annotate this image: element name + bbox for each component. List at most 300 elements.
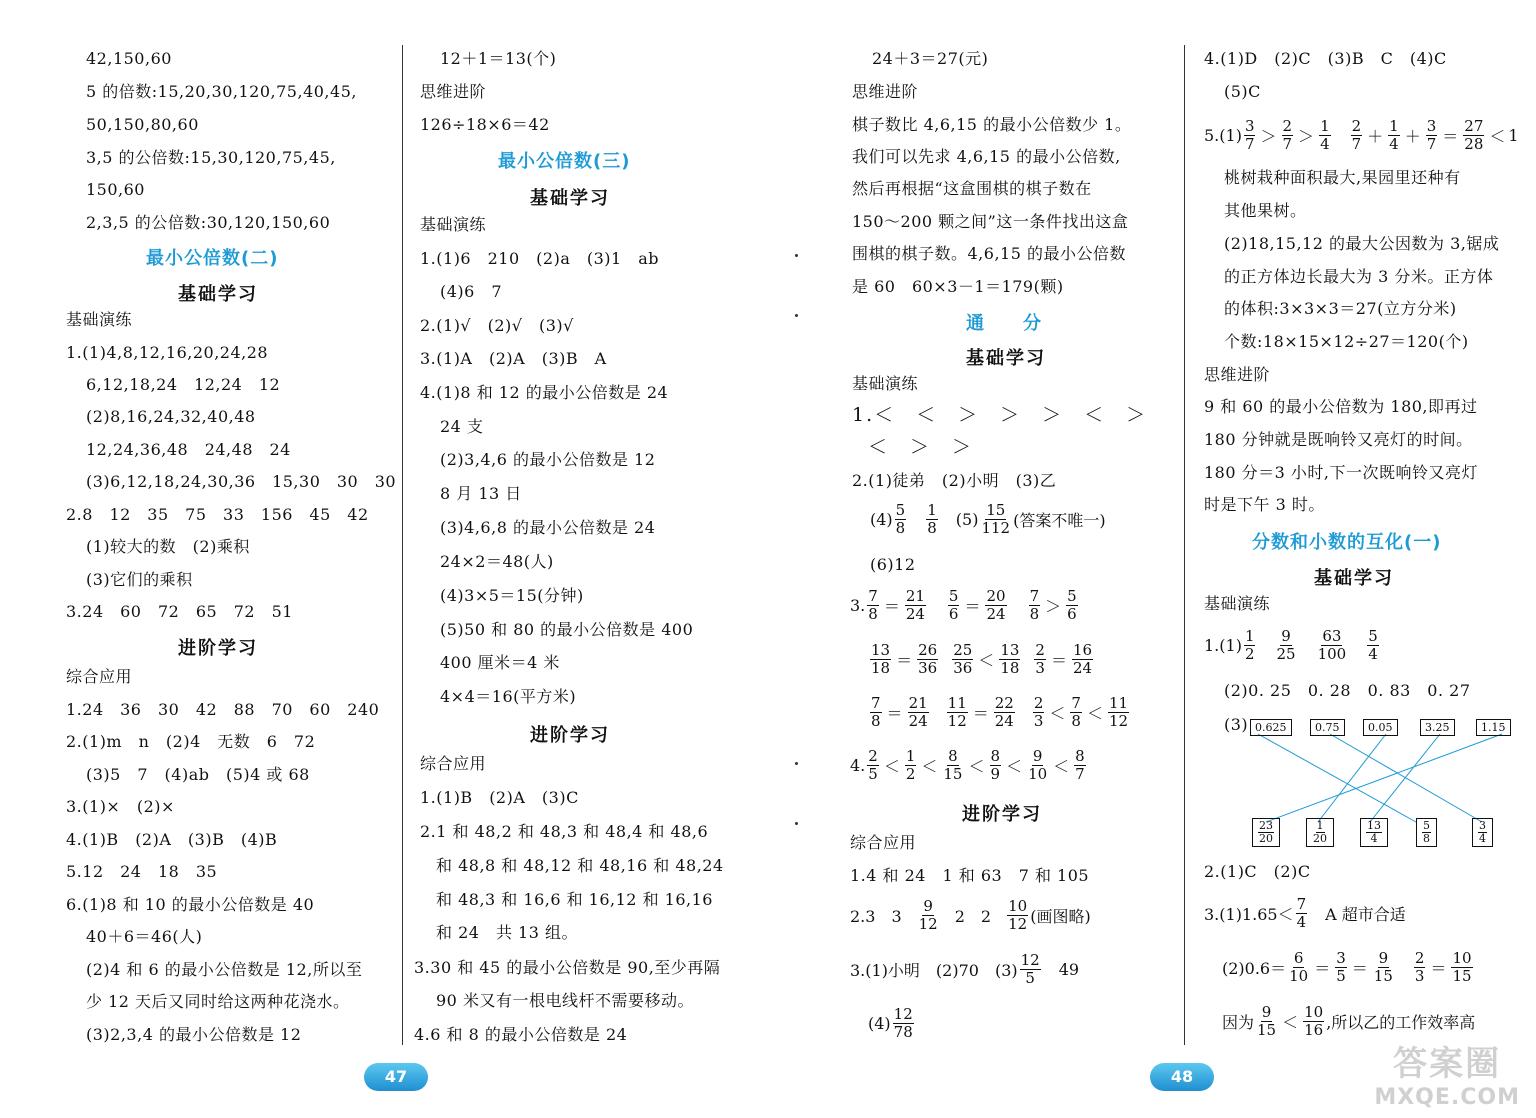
text-line: 基础演练	[66, 310, 133, 329]
numerator: 3	[1336, 949, 1346, 967]
denominator: 25	[1276, 645, 1296, 663]
denominator: 8	[871, 712, 881, 730]
text-line: 3.30 和 45 的最小公倍数是 90,至少再隔	[414, 958, 721, 977]
watermark-logo	[1374, 1036, 1520, 1110]
operator: ＜	[883, 757, 900, 776]
text-line: 综合应用	[66, 667, 133, 686]
denominator: 20	[1259, 832, 1273, 845]
denominator: 28	[1464, 135, 1484, 153]
fraction-line	[870, 502, 1106, 537]
text-line: 和 48,3 和 16,6 和 16,12 和 16,16	[436, 890, 713, 909]
fraction	[867, 748, 879, 783]
numerator: 1	[927, 501, 937, 519]
numerator: 8	[948, 747, 958, 765]
fraction	[1312, 820, 1328, 845]
text-line: 4.(1)D (2)C (3)B C (4)C	[1204, 49, 1447, 68]
text-line: (2)18,15,12 的最大公因数为 3,锯成	[1224, 234, 1500, 253]
denominator: 78	[893, 1023, 913, 1041]
text-line: (6)12	[870, 555, 916, 574]
fraction	[1033, 695, 1045, 730]
fraction	[1108, 695, 1129, 730]
fraction-line	[1204, 118, 1519, 153]
denominator: 4	[1296, 913, 1307, 931]
numerator: 2	[1414, 949, 1425, 967]
text-line: 6,12,18,24 12,24 12	[86, 375, 281, 394]
fraction	[870, 695, 882, 730]
fraction-line	[1204, 896, 1406, 931]
text-line: 400 厘米＝4 米	[440, 653, 560, 672]
numerator: 26	[918, 641, 938, 659]
numerator: 2	[1033, 694, 1044, 712]
denominator: 4	[1368, 645, 1378, 663]
fraction	[905, 588, 926, 623]
text-line: (5)C	[1224, 82, 1261, 101]
text-line: (4)6 7	[440, 282, 503, 301]
text-line: 的正方体边长最大为 3 分米。正方体	[1224, 267, 1494, 286]
fraction-line	[850, 748, 1088, 783]
text-line: 3.(1)A (2)A (3)B A	[420, 349, 607, 368]
numerator: 7	[1029, 587, 1040, 605]
fraction	[917, 642, 938, 677]
box-label: 1.15	[1476, 719, 1511, 736]
fraction	[1007, 898, 1028, 933]
numerator: 9	[923, 897, 933, 915]
text-line: 少 12 天后又同时给这两种花浇水。	[86, 992, 350, 1011]
text-line: 我们可以先求 4,6,15 的最小公倍数,	[852, 147, 1121, 166]
fraction	[1367, 628, 1379, 663]
text-line: 然后再根据“这盒围棋的棋子数在	[852, 179, 1092, 198]
fraction	[1426, 118, 1438, 153]
text-line: 2,3,5 的公倍数:30,120,150,60	[86, 213, 331, 232]
watermark-line1: 答案圈	[1393, 1044, 1502, 1084]
text-line: 基础演练	[1204, 594, 1271, 613]
text-line: 个数:18×15×12÷27＝120(个)	[1224, 332, 1469, 351]
box-label: 0.05	[1363, 719, 1398, 736]
fraction	[1066, 588, 1078, 623]
text-line: 思维进阶	[1204, 365, 1271, 384]
fraction	[1288, 950, 1309, 985]
text-line: 2.(1)√ (2)√ (3)√	[420, 316, 574, 335]
subsection-title: 基础学习	[530, 188, 610, 209]
fraction	[895, 502, 907, 537]
line-prefix: 3.(1)1.65＜	[1204, 905, 1294, 924]
section-title: 最小公倍数(三)	[498, 151, 631, 172]
text-line: 4.(1)B (2)A (3)B (4)B	[66, 830, 278, 849]
fraction	[905, 748, 917, 783]
denominator: 8	[895, 519, 906, 537]
denominator: 12	[918, 915, 938, 933]
fraction	[1029, 588, 1041, 623]
denominator: 16	[1304, 1021, 1324, 1039]
fraction	[1275, 628, 1296, 663]
denominator: 7	[1282, 135, 1293, 153]
text-line: (3)6,12,18,24,30,36 15,30 30 30	[86, 472, 397, 491]
box-fraction	[1472, 818, 1493, 847]
numerator: 11	[1108, 694, 1129, 712]
numerator: 6	[1293, 949, 1304, 967]
numerator: 7	[1071, 694, 1081, 712]
fraction	[980, 502, 1011, 537]
denominator: 15	[1452, 967, 1472, 985]
fraction	[1303, 1004, 1324, 1039]
denominator: 18	[1000, 659, 1020, 677]
denominator: 3	[1414, 967, 1425, 985]
numerator: 2	[868, 747, 878, 765]
numerator: 21	[908, 694, 928, 712]
operator: ＋	[1367, 127, 1384, 146]
fraction	[1034, 642, 1046, 677]
numerator: 15	[986, 501, 1006, 519]
fraction	[1463, 118, 1484, 153]
numerator: 5	[1368, 627, 1378, 645]
match-box-top	[1420, 716, 1455, 736]
fraction	[990, 748, 1002, 783]
operator: ＞	[1260, 127, 1277, 146]
line-prefix: (2)0.6＝	[1222, 959, 1287, 978]
fraction	[1027, 748, 1048, 783]
operator: ＝	[964, 597, 981, 616]
line-prefix: (5)	[955, 510, 979, 529]
note-text: (画图略)	[1030, 907, 1091, 926]
text-line: 150～200 颗之间”这一条件找出这盒	[852, 212, 1129, 231]
text-line: 24×2＝48(人)	[440, 552, 554, 571]
text-line: 1.＜ ＜ ＞ ＞ ＞ ＜ ＞	[852, 404, 1148, 426]
denominator: 8	[927, 519, 937, 537]
fraction	[1373, 950, 1394, 985]
text-line: 150,60	[86, 180, 145, 199]
numerator: 25	[953, 641, 973, 659]
line-prefix: 3.	[850, 596, 866, 615]
text-line: (3)5 7 (4)ab (5)4 或 68	[86, 765, 310, 784]
denominator: 24	[986, 605, 1006, 623]
numerator: 1	[905, 747, 916, 765]
text-line: 126÷18×6＝42	[420, 115, 550, 134]
text-line: 3.(1)× (2)×	[66, 797, 175, 816]
denominator: 112	[981, 519, 1011, 537]
numerator: 3	[1244, 117, 1255, 135]
section-title: 分数和小数的互化(一)	[1252, 532, 1442, 553]
operator: ＝	[1050, 651, 1067, 670]
text-line: 1.(1)6 210 (2)a (3)1 ab	[420, 249, 659, 268]
subsection-title: 进阶学习	[530, 725, 610, 746]
numerator: 12	[893, 1005, 913, 1023]
text-line: 2.(1)徒弟 (2)小明 (3)乙	[852, 471, 1057, 490]
match-line	[1258, 734, 1416, 822]
text-line: 桃树栽种面积最大,果园里还种有	[1224, 168, 1461, 187]
page-number-right: 48	[1150, 1063, 1214, 1091]
denominator: 6	[1067, 605, 1077, 623]
text-line: 2.(1)C (2)C	[1204, 862, 1311, 881]
fraction	[1351, 118, 1363, 153]
numerator: 5	[948, 587, 959, 605]
operator: ＝	[1351, 959, 1368, 978]
fraction	[947, 695, 968, 730]
operator: ＜	[978, 651, 995, 670]
numerator: 5	[895, 501, 906, 519]
denominator: 5	[868, 765, 878, 783]
fraction	[942, 748, 963, 783]
text-line: 24 支	[440, 417, 484, 436]
text-line: 24＋3＝27(元)	[872, 49, 989, 68]
denominator: 2	[1244, 645, 1255, 663]
numerator: 1	[1320, 117, 1330, 135]
match-box-bottom	[1252, 818, 1280, 847]
numerator: 3	[1426, 117, 1437, 135]
text-line: 5 的倍数:15,20,30,120,75,40,45,	[86, 82, 357, 101]
text-segment: A 超市合适	[1325, 905, 1406, 924]
match-box-bottom	[1306, 818, 1334, 847]
numerator: 7	[871, 694, 881, 712]
numerator: 23	[1259, 819, 1273, 832]
denominator: 9	[990, 765, 1001, 783]
fraction	[1256, 1004, 1277, 1039]
numerator: 1	[1389, 117, 1399, 135]
numerator: 5	[1423, 819, 1430, 832]
box-fraction	[1416, 818, 1437, 847]
text-line: 50,150,80,60	[86, 115, 199, 134]
text-line: 1.(1)B (2)A (3)C	[420, 788, 579, 807]
text-line: (2)4 和 6 的最小公倍数是 12,所以至	[86, 960, 363, 979]
text-line: 其他果树。	[1224, 201, 1307, 220]
operator: ＝	[883, 597, 900, 616]
fraction	[1020, 952, 1041, 987]
operator: ＝	[896, 651, 913, 670]
text-line: 和 48,8 和 48,12 和 48,16 和 48,24	[436, 856, 724, 875]
text-line: (5)50 和 80 的最小公倍数是 400	[440, 620, 694, 639]
denominator: 5	[1336, 967, 1346, 985]
numerator: 21	[905, 587, 925, 605]
numerator: 13	[1000, 641, 1020, 659]
text-line: 1.(1)4,8,12,16,20,24,28	[66, 343, 269, 362]
denominator: 7	[1351, 135, 1362, 153]
denominator: 3	[1035, 659, 1045, 677]
numerator: 1	[1316, 819, 1324, 832]
fraction	[1388, 118, 1400, 153]
denominator: 24	[908, 712, 928, 730]
operator: ＝	[1314, 959, 1331, 978]
page-number-left: 47	[364, 1063, 428, 1091]
subsection-title: 基础学习	[178, 284, 258, 305]
text-line: (4)3×5＝15(分钟)	[440, 586, 584, 605]
denominator: 12	[947, 712, 967, 730]
box-label: 3.25	[1420, 719, 1455, 736]
note-text: (答案不唯一)	[1013, 511, 1106, 530]
fraction	[1422, 820, 1431, 845]
fraction	[918, 898, 939, 933]
numerator: 13	[1367, 819, 1381, 832]
fraction	[985, 588, 1006, 623]
numerator: 27	[1464, 117, 1484, 135]
denominator: 5	[1025, 969, 1035, 987]
numerator: 3	[1479, 819, 1486, 832]
denominator: 12	[1108, 712, 1129, 730]
text-line: (2)8,16,24,32,40,48	[86, 407, 256, 426]
text-line: 思维进阶	[420, 82, 487, 101]
numerator: 9	[1378, 949, 1389, 967]
operator: ＜	[968, 757, 985, 776]
fraction-line	[850, 588, 1080, 623]
text-line: 40＋6＝46(人)	[86, 927, 203, 946]
text-line: 综合应用	[850, 833, 917, 852]
numerator: 10	[1452, 949, 1472, 967]
text-line: 时是下午 3 时。	[1204, 495, 1325, 514]
denominator: 36	[953, 659, 973, 677]
denominator: 8	[1423, 832, 1430, 845]
denominator: 6	[948, 605, 959, 623]
text-line: (3)它们的乘积	[86, 570, 193, 589]
text-line: 思维进阶	[852, 82, 919, 101]
line-prefix: 3.(1)小明 (2)70 (3)	[850, 961, 1018, 980]
denominator: 24	[994, 712, 1014, 730]
denominator: 2	[905, 765, 916, 783]
numerator: 2	[1035, 641, 1045, 659]
box-label: 0.75	[1310, 719, 1345, 736]
denominator: 15	[943, 765, 963, 783]
box-fraction	[1360, 818, 1388, 847]
fraction	[1366, 820, 1382, 845]
denominator: 4	[1479, 832, 1486, 845]
text-line: 180 分＝3 小时,下一次既响铃又亮灯	[1204, 463, 1478, 482]
numerator: 8	[990, 747, 1001, 765]
match-box-bottom	[1360, 818, 1388, 847]
fraction-line	[850, 898, 1091, 933]
fraction-line	[1222, 950, 1475, 985]
subsection-title: 进阶学习	[178, 638, 258, 659]
fraction	[926, 502, 938, 537]
line-prefix: 1.(1)	[1204, 636, 1242, 655]
fraction	[1244, 118, 1256, 153]
fraction	[1244, 628, 1256, 663]
text-line: 12＋1＝13(个)	[440, 49, 557, 68]
numerator: 10	[1008, 897, 1028, 915]
operator: ＝	[1430, 959, 1447, 978]
denominator: 15	[1373, 967, 1393, 985]
operator: ＝	[886, 704, 903, 723]
denominator: 8	[1029, 605, 1040, 623]
box-fraction	[1306, 818, 1334, 847]
scan-dot	[795, 822, 798, 825]
line-prefix: 2.3 3	[850, 907, 902, 926]
scan-dot	[795, 762, 798, 765]
fraction-line	[868, 695, 1131, 730]
subsection-title: 进阶学习	[962, 804, 1042, 825]
fraction	[908, 695, 929, 730]
fraction-line	[1222, 1004, 1475, 1039]
text-line: (3)	[1224, 715, 1249, 734]
fraction	[1072, 642, 1093, 677]
scan-dot	[795, 314, 798, 317]
text-line: (2)3,4,6 的最小公倍数是 12	[440, 450, 656, 469]
denominator: 12	[1008, 915, 1028, 933]
text-line: 4.6 和 8 的最小公倍数是 24	[414, 1025, 628, 1044]
text-line: 12,24,36,48 24,48 24	[86, 440, 291, 459]
text-line: 5.12 24 18 35	[66, 862, 218, 881]
numerator: 12	[1020, 951, 1040, 969]
operator: ＜	[1006, 757, 1023, 776]
numerator: 63	[1322, 627, 1342, 645]
text-line: 180 分钟就是既响铃又亮灯的时间。	[1204, 430, 1473, 449]
operator: ＜	[1282, 1013, 1299, 1032]
text-line: 3,5 的公倍数:15,30,120,75,45,	[86, 148, 336, 167]
fraction	[1070, 695, 1082, 730]
fraction	[1414, 950, 1426, 985]
text-line: (1)较大的数 (2)乘积	[86, 537, 250, 556]
text-line: ＜ ＞ ＞	[868, 436, 974, 458]
fraction-line	[868, 1006, 916, 1041]
denominator: 4	[1320, 135, 1330, 153]
operator: ＜	[1053, 757, 1070, 776]
text-line: 棋子数比 4,6,15 的最小公倍数少 1。	[852, 115, 1132, 134]
fraction	[1335, 950, 1347, 985]
text-line: (3)4,6,8 的最小公倍数是 24	[440, 518, 656, 537]
fraction	[893, 1006, 914, 1041]
fraction	[1282, 118, 1294, 153]
fraction	[1317, 628, 1348, 663]
numerator: 9	[1261, 1003, 1272, 1021]
text-line: 基础演练	[420, 215, 487, 234]
text-segment: 49	[1058, 960, 1080, 979]
operator: ＋	[1404, 127, 1421, 146]
numerator: 1	[1244, 627, 1255, 645]
operator: ＝	[972, 704, 989, 723]
fraction	[948, 588, 960, 623]
denominator: 24	[1072, 659, 1093, 677]
numerator: 20	[986, 587, 1006, 605]
text-line: 1.4 和 24 1 和 63 7 和 105	[850, 866, 1090, 885]
text-line: 是 60 60×3－1＝179(颗)	[852, 277, 1064, 296]
fraction	[870, 642, 891, 677]
denominator: 3	[1033, 712, 1044, 730]
operator: ＞	[1298, 127, 1315, 146]
text-line: 2.8 12 35 75 33 156 45 42	[66, 505, 369, 524]
fraction	[1319, 118, 1331, 153]
text-line: 围棋的棋子数。4,6,15 的最小公倍数	[852, 244, 1126, 263]
denominator: 7	[1244, 135, 1255, 153]
match-box-top	[1250, 716, 1292, 736]
operator: ＝	[1442, 127, 1459, 146]
numerator: 9	[1281, 627, 1291, 645]
denominator: 4	[1389, 135, 1399, 153]
text-line: 2.1 和 48,2 和 48,3 和 48,4 和 48,6	[420, 822, 709, 841]
text-line: 9 和 60 的最小公倍数为 180,即再过	[1204, 397, 1478, 416]
numerator: 22	[994, 694, 1014, 712]
text-line: 6.(1)8 和 10 的最小公倍数是 40	[66, 895, 315, 914]
numerator: 16	[1072, 641, 1093, 659]
section-title: 通 分	[966, 313, 1042, 334]
match-box-top	[1476, 716, 1511, 736]
denominator: 24	[905, 605, 925, 623]
fraction	[1074, 748, 1086, 783]
fraction	[1478, 820, 1487, 845]
text-line: 综合应用	[420, 754, 487, 773]
denominator: 7	[1426, 135, 1437, 153]
text-line: 3.24 60 72 65 72 51	[66, 602, 293, 621]
denominator: 100	[1317, 645, 1347, 663]
denominator: 8	[868, 605, 878, 623]
match-box-bottom	[1416, 818, 1437, 847]
match-line	[1370, 734, 1440, 822]
numerator: 11	[947, 694, 967, 712]
fraction	[1258, 820, 1274, 845]
watermark-line2: MXQE.COM	[1374, 1085, 1520, 1110]
text-line: 8 月 13 日	[440, 484, 522, 503]
numerator: 7	[868, 587, 878, 605]
fraction	[1296, 896, 1308, 931]
denominator: 4	[1370, 832, 1378, 845]
fraction	[952, 642, 973, 677]
text-line: 4.(1)8 和 12 的最小公倍数是 24	[420, 383, 669, 402]
fraction-line	[1204, 628, 1381, 663]
